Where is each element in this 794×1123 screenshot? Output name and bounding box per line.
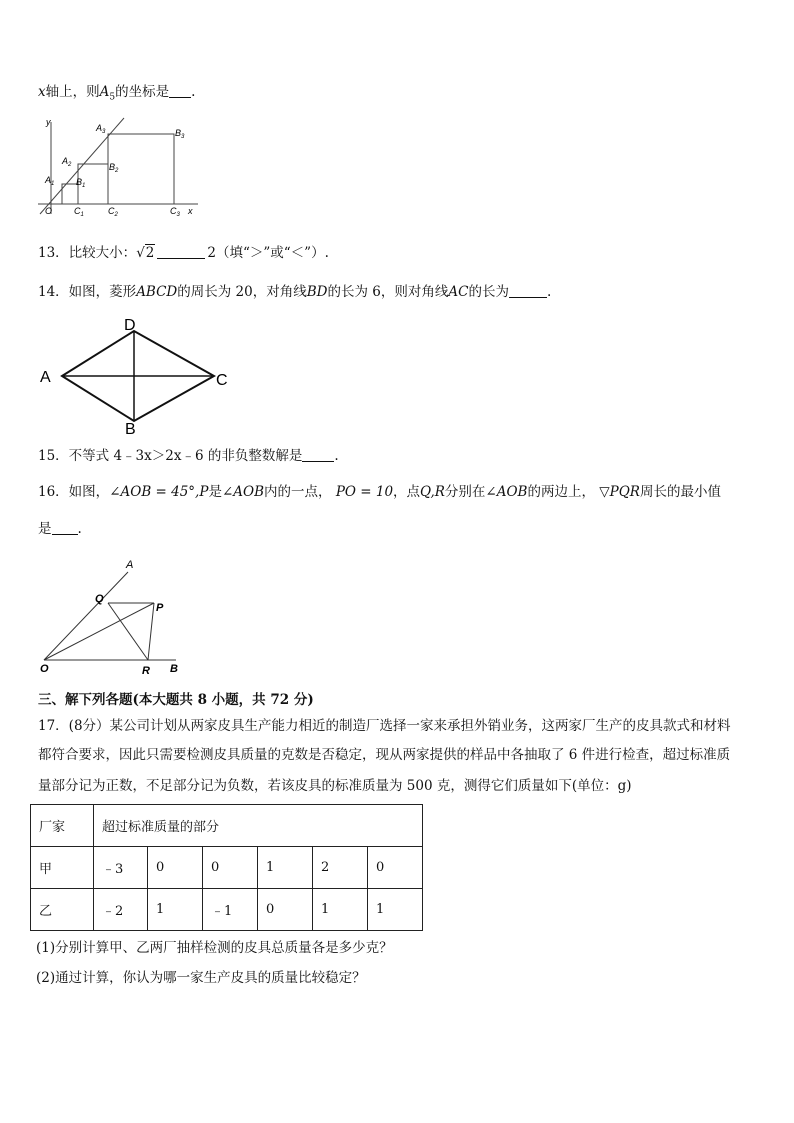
q15-answer-blank[interactable] <box>302 447 334 462</box>
fig12-staircase-squares <box>36 114 206 222</box>
fig14-rhombus <box>36 316 236 438</box>
table-cell: 乙 <box>31 889 94 931</box>
table-header-row <box>31 805 423 847</box>
fig12-label-B3: $B_3$ <box>175 128 185 140</box>
fig12-label-A1: $A_1$ <box>45 175 55 187</box>
fig16-label-O: O <box>40 663 49 675</box>
sqrt-symbol: √2 <box>136 245 155 261</box>
table-cell: 1 <box>313 889 368 931</box>
table-cell: ﹣2 <box>94 889 148 931</box>
q15: 15．不等式 4﹣3x＞2x﹣6 的非负整数解是 . <box>38 448 339 464</box>
table-cell: 0 <box>368 847 423 889</box>
q14: 14．如图，菱形ABCD的周长为 20，对角线BD的长为 6，则对角线AC的长为 . <box>38 284 552 300</box>
fig16-label-Q: Q <box>95 593 104 605</box>
table-cell: 2 <box>313 847 368 889</box>
q17-sub1: (1)分别计算甲、乙两厂抽样检测的皮具总质量各是多少克？ <box>36 940 393 956</box>
table-cell: 1 <box>148 889 203 931</box>
q14-answer-blank[interactable] <box>509 283 547 298</box>
fig16-segment-op <box>44 603 154 660</box>
q17-table <box>30 804 423 931</box>
fig12-label-y: y <box>46 117 51 127</box>
fig16-label-R: R <box>142 665 150 677</box>
q17-line2: 都符合要求，因此只需要检测皮具质量的克数是否稳定，现从两家提供的样品中各抽取了 6 件进行检查，超过标准质 <box>38 747 731 763</box>
fig16-angle <box>36 555 186 680</box>
fig12-label-x: x <box>188 206 193 216</box>
fig14-label-C: C <box>216 372 228 389</box>
table-cell: ﹣1 <box>203 889 258 931</box>
q17-line1: 17．(8分）某公司计划从两家皮具生产能力相近的制造厂选择一家来承担外销业务，这两家厂生产的皮具款式和材料 <box>38 718 731 734</box>
q17-line3: 量部分记为正数，不足部分记为负数，若该皮具的标准质量为 500 克，测得它们质量如下(单位：g) <box>38 778 632 794</box>
q13-answer-blank[interactable] <box>157 244 205 259</box>
fig12-label-B1: $B_1$ <box>76 177 86 189</box>
fig12-label-O: O <box>45 206 53 216</box>
fig12-label-C1: $C_1$ <box>74 206 84 218</box>
q12-answer-blank[interactable] <box>169 83 191 98</box>
fig12-label-A2: $A_2$ <box>62 156 72 168</box>
fig14-label-D: D <box>124 317 136 334</box>
table-cell: 1 <box>368 889 423 931</box>
table-cell: 1 <box>258 847 313 889</box>
table-cell: 0 <box>148 847 203 889</box>
fig14-label-A: A <box>40 369 51 386</box>
fig16-segment-qr <box>108 603 148 660</box>
fig16-label-P: P <box>156 602 164 614</box>
fig16-segment-pr <box>148 603 154 660</box>
fig12-label-A3: $A_3$ <box>96 123 106 135</box>
table-cell: 0 <box>203 847 258 889</box>
table-row <box>31 847 423 889</box>
table-cell: 0 <box>258 889 313 931</box>
fig16-label-A: A <box>126 559 134 571</box>
table-header-cell: 超过标准质量的部分 <box>94 805 423 847</box>
triangle-symbol: ▽ <box>599 484 610 500</box>
fig12-square-1 <box>62 184 78 204</box>
fig12-label-B2: $B_2$ <box>109 162 119 174</box>
q17-sub2: (2)通过计算，你认为哪一家生产皮具的质量比较稳定？ <box>36 970 366 986</box>
fig16-ray-oa <box>44 572 128 660</box>
table-cell: ﹣3 <box>94 847 148 889</box>
fig12-label-C3: $C_3$ <box>170 206 180 218</box>
fig12-label-C2: $C_2$ <box>108 206 118 218</box>
fig16-label-B: B <box>170 663 178 675</box>
q13: 13．比较大小：√2 2（填“＞”或“＜”）. <box>38 245 329 261</box>
q16-line2: 是 . <box>38 521 82 537</box>
fig14-label-B: B <box>125 421 136 438</box>
table-row <box>31 889 423 931</box>
q12-tail: x轴上，则$A_5$的坐标是 . <box>38 84 196 103</box>
q16-answer-blank[interactable] <box>52 520 78 535</box>
section-3-title: 三、解下列各题(本大题共 8 小题，共 72 分) <box>38 692 314 708</box>
table-cell: 甲 <box>31 847 94 889</box>
q16-line1: 16．如图，∠AOB = 45°,P是∠AOB内的一点， PO = 10，点Q,R分别在∠AOB的两边上， ▽PQR周长的最小值 <box>38 484 721 500</box>
table-header-cell: 厂家 <box>31 805 94 847</box>
